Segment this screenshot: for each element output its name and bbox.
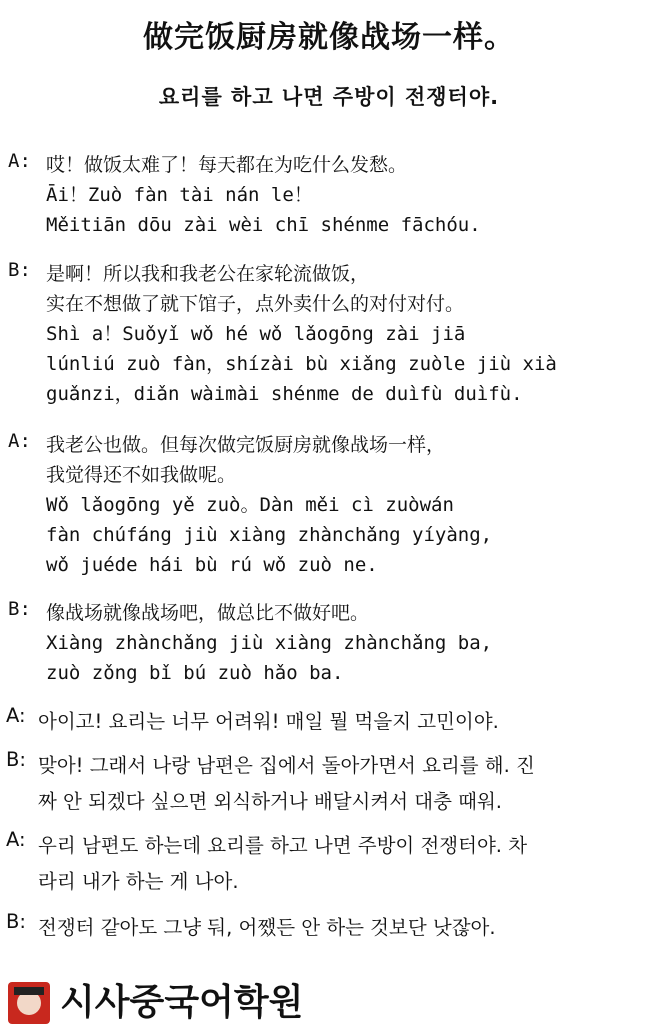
- dialogue-line-chinese: 是啊！所以我和我老公在家轮流做饭，: [46, 263, 370, 285]
- academy-logo-icon: [8, 982, 50, 1024]
- dialogue-line-chinese: 哎！做饭太难了！每天都在为吃什么发愁。: [46, 154, 408, 176]
- speaker-label: B:: [8, 598, 31, 620]
- dialogue-line-pinyin: zuò zǒng bǐ bú zuò hǎo ba.: [46, 662, 344, 684]
- korean-line: 우리 남편도 하는데 요리를 하고 나면 주방이 전쟁터야. 차: [38, 834, 528, 857]
- dialogue-line-chinese: 像战场就像战场吧，做总比不做好吧。: [46, 602, 370, 624]
- korean-line: 전쟁터 같아도 그냥 둬, 어쨌든 안 하는 것보단 낫잖아.: [38, 916, 496, 939]
- dialogue-line-chinese: 我觉得还不如我做呢。: [46, 464, 237, 486]
- brand-name: 시사중국어학원: [60, 982, 304, 1023]
- korean-line: 아이고! 요리는 너무 어려워! 매일 뭘 먹을지 고민이야.: [38, 710, 499, 733]
- dialogue-line-chinese: 我老公也做。但每次做完饭厨房就像战场一样，: [46, 434, 446, 456]
- dialogue-line-pinyin: Wǒ lǎogōng yě zuò。Dàn měi cì zuòwán: [46, 494, 454, 516]
- dialogue-line-pinyin: wǒ juéde hái bù rú wǒ zuò ne.: [46, 554, 378, 576]
- title-chinese: 做完饭厨房就像战场一样。: [143, 20, 515, 55]
- dialogue-line-pinyin: Měitiān dōu zài wèi chī shénme fāchóu.: [46, 214, 481, 236]
- dialogue-line-pinyin: lúnliú zuò fàn，shízài bù xiǎng zuòle jiù xià: [46, 353, 557, 375]
- speaker-label: A:: [8, 150, 31, 172]
- dialogue-line-pinyin: Xiàng zhànchǎng jiù xiàng zhànchǎng ba,: [46, 632, 493, 654]
- korean-line: 짜 안 되겠다 싶으면 외식하거나 배달시켜서 대충 때워.: [38, 790, 503, 813]
- dialogue-line-pinyin: Shì a！Suǒyǐ wǒ hé wǒ lǎogōng zài jiā: [46, 323, 466, 345]
- speaker-label: B:: [6, 748, 26, 771]
- dialogue-line-pinyin: fàn chúfáng jiù xiàng zhànchǎng yíyàng,: [46, 524, 493, 546]
- dialogue-line-pinyin: guǎnzi，diǎn wàimài shénme de duìfù duìfù.: [46, 383, 523, 405]
- speaker-label: A:: [6, 704, 26, 727]
- korean-line: 라리 내가 하는 게 나아.: [38, 870, 239, 893]
- brand-logo: [8, 978, 408, 1028]
- speaker-label: A:: [8, 430, 31, 452]
- speaker-label: B:: [8, 259, 31, 281]
- korean-line: 맞아! 그래서 나랑 남편은 집에서 돌아가면서 요리를 해. 진: [38, 754, 535, 777]
- speaker-label: B:: [6, 910, 26, 933]
- title-korean: 요리를 하고 나면 주방이 전쟁터야.: [158, 85, 500, 109]
- dialogue-line-chinese: 实在不想做了就下馆子，点外卖什么的对付对付。: [46, 293, 465, 315]
- dialogue-line-pinyin: Āi！Zuò fàn tài nán le！: [46, 184, 313, 206]
- speaker-label: A:: [6, 828, 26, 851]
